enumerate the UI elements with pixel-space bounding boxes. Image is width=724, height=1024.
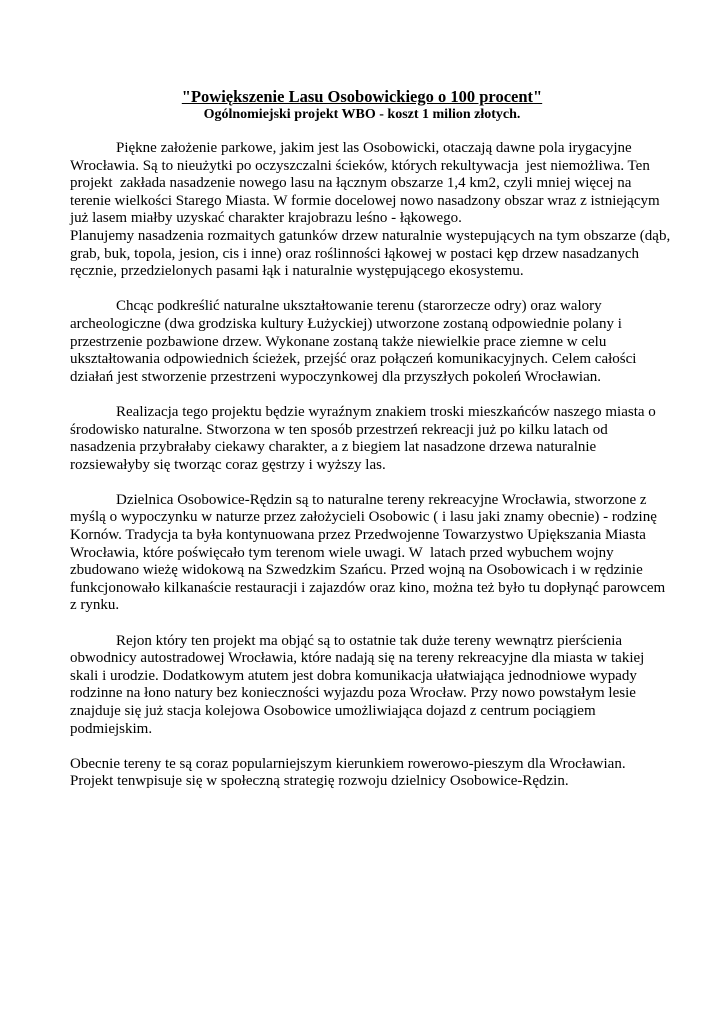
text-line: archeologiczne (dwa grodziska kultury Łużyckiej) utworzone zostaną odpowiednie polany i	[70, 315, 622, 332]
text-line: podmiejskim.	[70, 720, 153, 737]
paragraph-4	[70, 492, 670, 615]
paragraph-6	[70, 756, 670, 791]
paragraph-2	[70, 298, 670, 386]
text-line: działań jest stworzenie przestrzeni wypoczynkowej dla przyszłych pokoleń Wrocławian.	[70, 368, 602, 385]
text-line: Kornów. Tradycja ta była kontynuowana przez Przedwojenne Towarzystwo Upiększania Miasta	[70, 527, 646, 544]
text-line: Wrocławia. Są to nieużytki po oczyszczalni ścieków, których rekultywacja jest niemożliwa. Ten	[70, 157, 650, 174]
text-line: Projekt tenwpisuje się w społeczną strategię rozwoju dzielnicy Osobowice-Rędzin.	[70, 773, 569, 790]
text-line: Piękne założenie parkowe, jakim jest las Osobowicki, otaczają dawne pola irygacyjne	[116, 140, 632, 156]
text-line: skali i urodzie. Dodatkowym atutem jest dobra komunikacja ułatwiająca jednodniowe wypady	[70, 667, 637, 684]
text-line: z rynku.	[70, 597, 120, 614]
text-line: Obecnie tereny te są coraz popularniejszym kierunkiem rowerowo-pieszym dla Wrocławian.	[70, 755, 626, 772]
paragraph-gap	[70, 281, 670, 299]
text-line: znajduje się już stacja kolejowa Osobowice umożliwiająca dojazd z centrum pociągiem	[70, 703, 596, 719]
text-line: zbudowano wieżę widokową na Szwedzkim Szańcu. Przed wojną na Osobowicach i w rędzinie	[70, 562, 643, 579]
text-line: Wrocławia, które poświęcało tym terenom wiele uwagi. W latach przed wybuchem wojny	[70, 544, 614, 561]
paragraph-gap	[70, 738, 670, 756]
document-subtitle: Ogólnomiejski projekt WBO - koszt 1 milion złotych.	[203, 107, 521, 122]
text-line: rozsiewałyby się tworząc coraz gęstrzy i wyższy las.	[70, 456, 386, 473]
text-line: ukształtowania odpowiednich ścieżek, przejść oraz połączeń komunikacyjnych. Celem całości	[70, 351, 637, 368]
text-line: rodzinne na łono natury bez konieczności wyjazdu poza Wrocław. Przy nowo powstałym lesie	[70, 685, 636, 702]
text-line: Rejon który ten projekt ma objąć są to ostatnie tak duże tereny wewnątrz pierścienia	[116, 632, 623, 649]
text-line: myślą o wypoczynku w naturze przez założycieli Osobowic ( i lasu jaki znamy obecnie) - rodzinę	[70, 509, 657, 526]
text-line: Dzielnica Osobowice-Rędzin są to naturalne tereny rekreacyjne Wrocławia, stworzone z	[116, 491, 647, 508]
text-line: Realizacja tego projektu będzie wyraźnym znakiem troski mieszkańców naszego miasta o	[116, 403, 656, 420]
paragraph-5	[70, 633, 670, 739]
paragraph-gap	[70, 615, 670, 633]
text-line: funkcjonowało kilkanaście restauracji i zajazdów oraz kino, można też było tu dopłynąć parowcem	[70, 579, 666, 596]
text-line: Planujemy nasadzenia rozmaitych gatunków drzew naturalnie wystepujących na tym obszarze (dąb,	[70, 227, 671, 244]
document-body	[70, 140, 670, 791]
paragraph-1	[70, 140, 670, 281]
text-line: grab, buk, topola, jesion, cis i inne) oraz roślinności łąkowej w postaci kęp drzew nasadzanych	[70, 245, 639, 262]
document-title: "Powiększenie Lasu Osobowickiego o 100 procent"	[181, 87, 543, 106]
text-line: terenie wielkości Starego Miasta. W formie docelowej nowo nasadzony obszar wraz z istniejącym	[70, 192, 660, 209]
text-line: Chcąc podkreślić naturalne ukształtowanie terenu (starorzecze odry) oraz walory	[116, 298, 602, 315]
text-line: obwodnicy autostradowej Wrocławia, które nadają się na tereny rekreacyjne dla miasta w takiej	[70, 650, 645, 667]
paragraph-gap	[70, 386, 670, 404]
text-line: ręcznie, przedzielonych pasami łąk i naturalnie występującego ekosystemu.	[70, 263, 524, 280]
paragraph-3	[70, 404, 670, 474]
text-line: przestrzenie pozbawione drzew. Wykonane zostaną także niewielkie prace ziemne w celu	[70, 333, 607, 350]
text-line: już lasem miałby uzyskać charakter krajobrazu leśno - łąkowego.	[70, 210, 462, 227]
paragraph-gap	[70, 474, 670, 492]
text-line: nasadzenia przybrałaby ciekawy charakter, a z biegiem lat nasadzone drzewa naturalnie	[70, 439, 597, 456]
text-line: środowisko naturalne. Stworzona w ten sposób przestrzeń rekreacji już po kilku latach od	[70, 421, 608, 438]
text-line: projekt zakłada nasadzenie nowego lasu na łącznym obszarze 1,4 km2, czyli mniej więcej na	[70, 175, 632, 192]
